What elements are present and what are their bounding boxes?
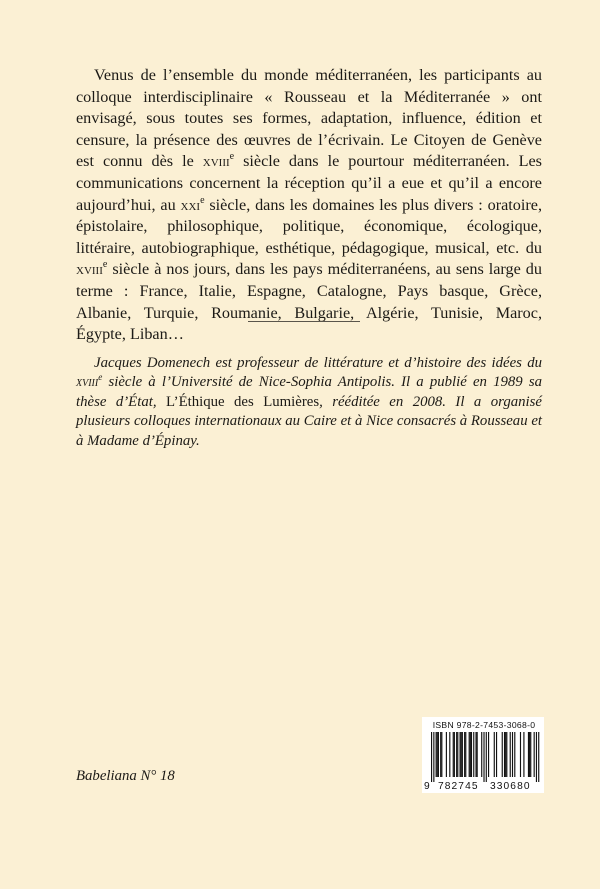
blurb-text-4: siècle à nos jours, dans les pays méditerranéens, au sens large du terme : France, Italie, Espagne, Catalogne, Pays basque, Grèce, Albanie, Turquie, Roumanie, Bulgarie, Algérie, Tunisie, Maroc, Égypte, Liban… <box>76 260 542 344</box>
isbn-barcode-block <box>422 717 544 793</box>
barcode-bar <box>505 732 506 777</box>
ordinal-e: e <box>200 194 205 206</box>
barcode-bar <box>431 732 432 782</box>
barcode-bar <box>473 732 474 777</box>
barcode-bar <box>437 732 438 777</box>
blurb-text-1: Venus de l’ensemble du monde méditerranéen, les participants au colloque interdisciplinaire « Rousseau et la Méditerranée » ont envisagé, sous toutes ses formes, adaptation, influence, édition et censure, la présence des œuvres de l’écrivain. Le Citoyen de Genève est connu dès le <box>76 66 542 171</box>
century-xviii: xviii <box>202 152 230 171</box>
barcode-digit-first: 9 <box>424 781 430 792</box>
barcode-bar <box>528 732 529 777</box>
bio-text-2: siècle à l’Université de Nice-Sophia Antipolis. Il a publié en 1989 sa thèse d’État, <box>76 374 542 410</box>
author-bio <box>76 354 542 451</box>
barcode-bar <box>449 732 450 777</box>
barcode-bar <box>457 732 458 777</box>
isbn-label: ISBN 978-2-7453-3068-0 <box>432 720 536 730</box>
ordinal-e: e <box>229 151 235 163</box>
barcode-bar <box>514 732 515 777</box>
barcode-bar <box>512 732 513 777</box>
barcode-bar <box>470 732 471 777</box>
ean13-barcode <box>425 732 541 782</box>
barcode-bar <box>453 732 454 777</box>
century-xxi: xxi <box>180 195 201 214</box>
barcode-bar <box>534 732 535 777</box>
barcode-bar <box>475 732 476 777</box>
barcode-bar <box>446 732 447 777</box>
blurb-text-3: siècle, dans les domaines les plus divers : oratoire, épistolaire, philosophique, politique, économique, écologique, littéraire, autobiographique, esthétique, pédagogique, musical, etc. du <box>76 195 542 257</box>
barcode-bar <box>510 732 511 777</box>
barcode-bar <box>454 732 455 777</box>
separator-rule <box>248 321 360 322</box>
barcode-bar <box>481 732 482 777</box>
barcode-bar <box>464 732 465 777</box>
book-blurb <box>76 65 542 346</box>
barcode-bar <box>502 732 503 777</box>
barcode-bar <box>471 732 472 777</box>
book-title: L’Éthique des Lumières <box>165 393 320 410</box>
barcode-bar <box>465 732 466 777</box>
barcode-bar <box>504 732 505 777</box>
barcode-bar <box>488 732 489 777</box>
century-xviii: xviii <box>76 260 103 279</box>
barcode-bar <box>523 732 524 777</box>
barcode-bar <box>462 732 463 777</box>
barcode-bar <box>436 732 437 777</box>
barcode-bar <box>520 732 521 777</box>
barcode-bar <box>469 732 470 777</box>
bio-text-1: Jacques Domenech est professeur de littérature et d’histoire des idées du <box>94 355 542 371</box>
barcode-bar <box>477 732 478 777</box>
blurb-text-2: siècle dans le pourtour méditerranéen. Les communications concernent la réception qu’il a eue et qu’il a encore aujourd’hui, au <box>76 152 542 214</box>
barcode-bar <box>438 732 439 777</box>
barcode-digits-left: 782745 <box>438 781 479 792</box>
barcode-bar <box>530 732 531 777</box>
barcode-bar <box>433 732 434 782</box>
barcode-bar <box>441 732 442 777</box>
barcode-digits-right: 330680 <box>490 781 531 792</box>
barcode-bar <box>538 732 539 782</box>
barcode-bar <box>460 732 461 777</box>
ordinal-e: e <box>98 372 103 383</box>
barcode-bar <box>440 732 441 777</box>
bio-text-3: , rééditée en 2008. Il a organisé plusieurs colloques internationaux au Caire et à Nice consacrés à Rousseau et à Madame d’Épinay. <box>76 393 542 449</box>
barcode-bar <box>483 732 484 782</box>
ordinal-e: e <box>102 259 108 271</box>
barcode-bar <box>494 732 495 777</box>
barcode-bar <box>496 732 497 777</box>
barcode-bar <box>456 732 457 777</box>
series-label: Babeliana N° 18 <box>76 768 175 784</box>
barcode-bar <box>536 732 537 782</box>
barcode-bar <box>506 732 507 777</box>
century-xviii: xviii <box>76 374 99 391</box>
barcode-bar <box>486 732 487 782</box>
barcode-bar <box>461 732 462 777</box>
barcode-bar <box>529 732 530 777</box>
